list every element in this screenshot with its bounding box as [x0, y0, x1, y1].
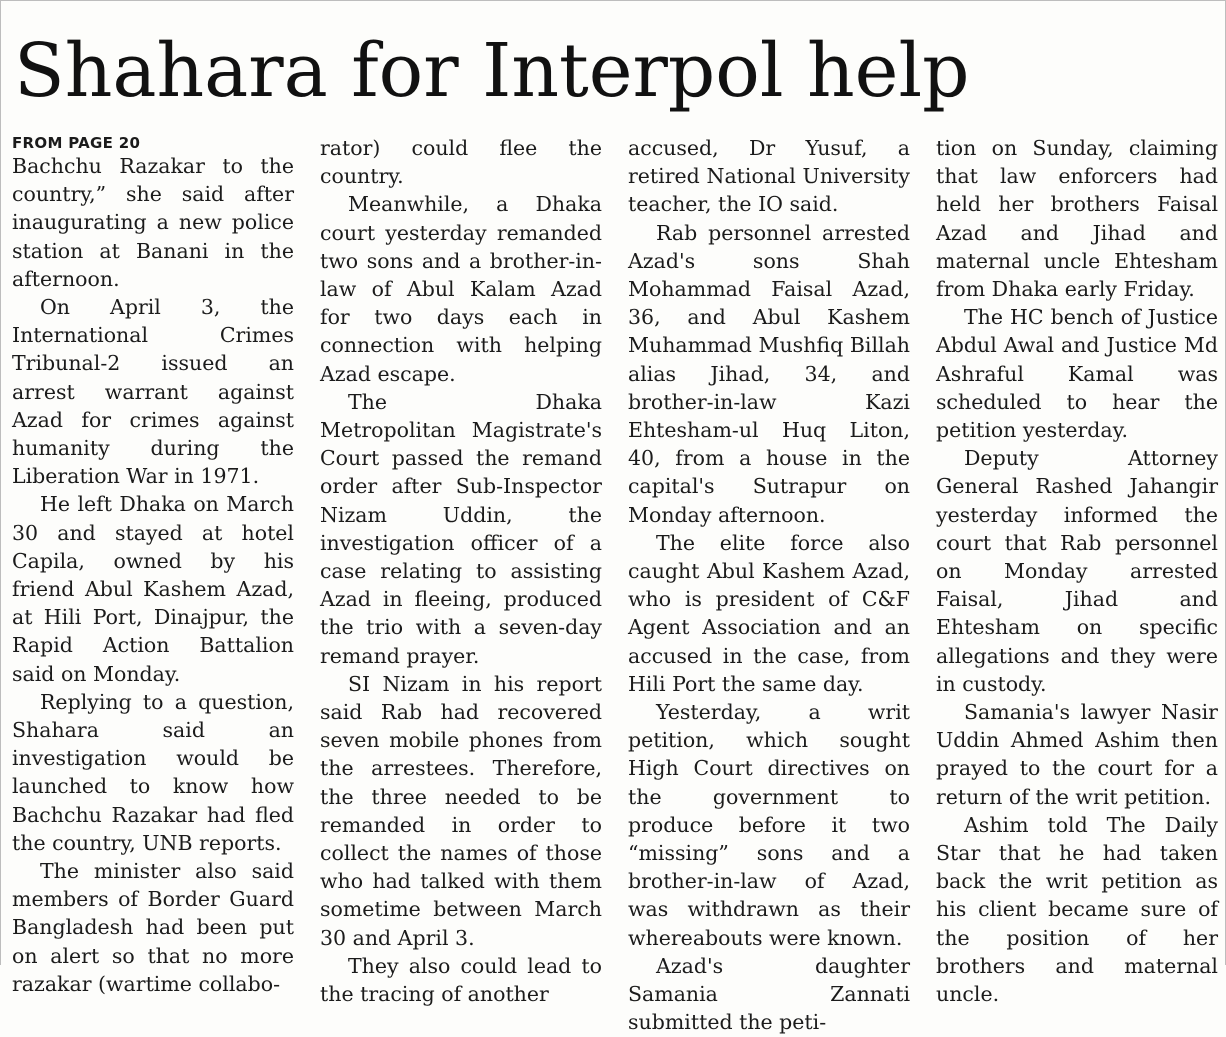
paragraph: Replying to a question, Shahara said an investigation would be launched to know how Bachchu Razakar had fled the country, UNB reports. — [12, 689, 294, 855]
continuation-kicker: FROM PAGE 20 — [12, 134, 141, 152]
paragraph: Yesterday, a writ petition, which sought High Court directives on the government to produce before it two “missing” sons and a brother-in-law of Azad, was withdrawn as their whereabouts were known. — [628, 700, 910, 950]
column-2 — [320, 134, 602, 1007]
paragraph: Samania's lawyer Nasir Uddin Ahmed Ashim then prayed to the court for a return of the writ petition. — [936, 700, 1218, 809]
column-1 — [12, 134, 294, 996]
paragraph: He left Dhaka on March 30 and stayed at hotel Capila, owned by his friend Abul Kashem Azad, at Hili Port, Dinajpur, the Rapid Action Battalion said on Monday. — [12, 492, 294, 686]
paragraph: They also could lead to the tracing of another — [320, 953, 602, 1007]
paragraph: rator) could flee the country. — [320, 136, 602, 189]
headline: Shahara for Interpol help — [14, 28, 970, 114]
paragraph: The elite force also caught Abul Kashem Azad, who is president of C&F Agent Association and an accused in the case, from Hili Port the same day. — [628, 530, 910, 696]
paragraph: The HC bench of Justice Abdul Awal and Justice Md Ashraful Kamal was scheduled to hear the petition yesterday. — [936, 305, 1218, 443]
paragraph: accused, Dr Yusuf, a retired National University teacher, the IO said. — [628, 136, 910, 217]
paragraph: Rab personnel arrested Azad's sons Shah Mohammad Faisal Azad, 36, and Abul Kashem Muhammad Mushfiq Billah alias Jihad, 34, and brother-in-law Kazi Ehtesham-ul Huq Liton, 40, from a house in the capital's Sutrapur on Monday afternoon. — [628, 220, 910, 527]
paragraph: Azad's daughter Samania Zannati submitted the peti- — [628, 953, 910, 1035]
paragraph: Deputy Attorney General Rashed Jahangir yesterday informed the court that Rab personnel on Monday arrested Faisal, Jihad and Ehtesham on specific allegations and they were in custody. — [936, 446, 1218, 696]
paragraph: On April 3, the International Crimes Tribunal-2 issued an arrest warrant against Azad for crimes against humanity during the Liberation War in 1971. — [12, 295, 294, 489]
paragraph: The Dhaka Metropolitan Magistrate's Court passed the remand order after Sub-Inspector Nizam Uddin, the investigation officer of a case relating to assisting Azad in fleeing, produced the trio with a seven-day remand prayer. — [320, 389, 602, 668]
paragraph: Ashim told The Daily Star that he had taken back the writ petition as his client became sure of the position of her brothers and maternal uncle. — [936, 812, 1218, 1007]
paragraph: tion on Sunday, claiming that law enforcers had held her brothers Faisal Azad and Jihad and maternal uncle Ehtesham from Dhaka early Friday. — [936, 136, 1218, 302]
column-4 — [936, 134, 1218, 1007]
column-3 — [628, 134, 910, 1035]
paragraph: The minister also said members of Border Guard Bangladesh had been put on alert so that no more razakar (wartime collabo- — [12, 859, 294, 996]
paragraph: Meanwhile, a Dhaka court yesterday remanded two sons and a brother-in-law of Abul Kalam Azad for two days each in connection with helping Azad escape. — [320, 192, 602, 386]
paragraph: Bachchu Razakar to the country,” she said after inaugurating a new police station at Banani in the afternoon. — [12, 154, 294, 291]
paragraph: SI Nizam in his report said Rab had recovered seven mobile phones from the arrestees. Therefore, the three needed to be remanded in order to collect the names of those who had talked with them sometime between March 30 and April 3. — [320, 671, 602, 950]
